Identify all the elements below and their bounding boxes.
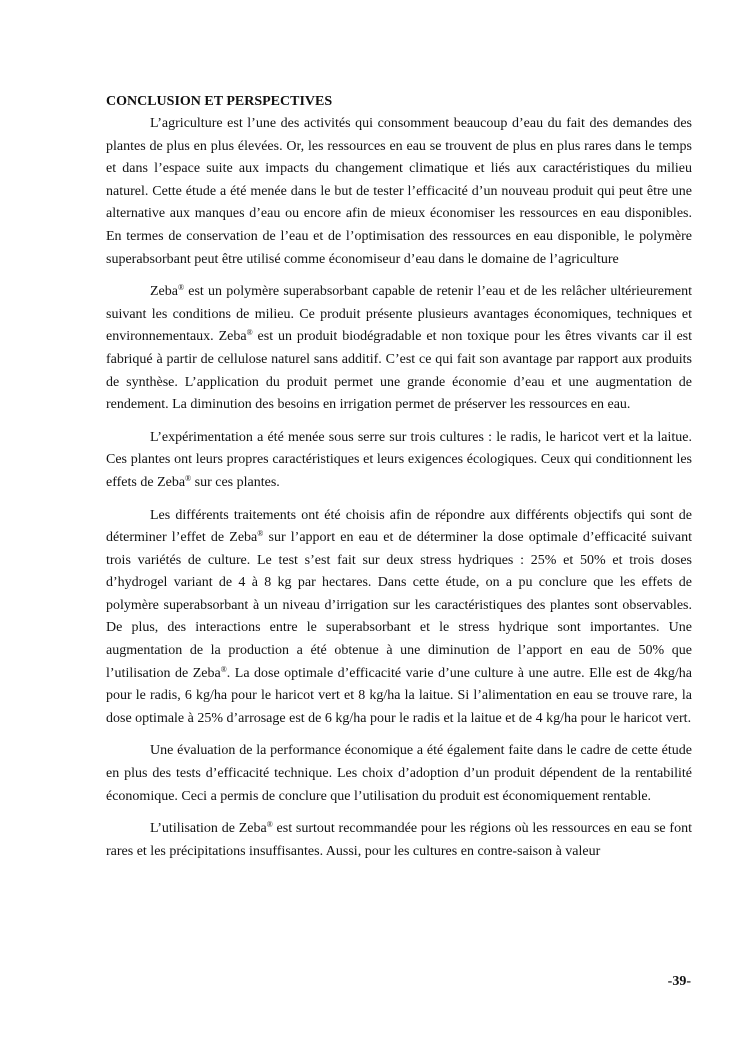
registered-mark: ® — [266, 820, 273, 830]
paragraph-3: L’expérimentation a été menée sous serre sur trois cultures : le radis, le haricot vert et la laitue. Ces plantes ont leurs propres caractéristiques et leurs exigences écologiques. Ceux qui conditionnent les effets de Zeba® sur ces plantes. — [106, 429, 692, 490]
registered-mark: ® — [220, 664, 227, 674]
document-page — [106, 92, 692, 863]
brand-name: Zeba — [192, 665, 221, 681]
registered-mark: ® — [246, 328, 253, 338]
paragraph-1: L’agriculture est l’une des activités qui consomment beaucoup d’eau du fait des demandes des plantes de plus en plus élevées. Or, les ressources en eau se trouvent de plus en plus rares dans le temps et dans l’espace suite aux impacts du changement climatique et liés aux caractéristiques du milieu naturel. Cette étude a été menée dans le but de tester l’efficacité d’un nouveau produit qui peut être une alternative aux manques d’eau ou encore afin de mieux économiser les ressources en eau disponibles. En termes de conservation de l’eau et de l’optimisation des ressources en eau disponible, le polymère superabsorbant peut être utilisé comme économiseur d’eau dans le domaine de l’agriculture — [106, 116, 692, 267]
brand-name: Zeba — [157, 474, 186, 490]
registered-mark: ® — [257, 529, 264, 539]
brand-name: Zeba — [218, 329, 247, 345]
brand-name: Zeba — [150, 284, 178, 300]
brand-name: Zeba — [238, 821, 267, 837]
brand-name: Zeba — [229, 530, 258, 546]
registered-mark: ® — [177, 283, 185, 293]
section-heading: CONCLUSION ET PERSPECTIVES — [106, 94, 333, 109]
paragraph-2: Zeba® est un polymère superabsorbant capable de retenir l’eau et de les relâcher ultérieurement suivant les conditions de milieu. Ce produit présente plusieurs avantages économiques, techniques et environnementaux. Zeba® est un produit biodégradable et non toxique pour les êtres vivants car il est fabriqué à partir de cellulose naturel sans additif. C’est ce qui fait son avantage par rapport aux produits de synthèse. L’application du produit permet une grande économie d’eau et une augmentation de rendement. La diminution des besoins en irrigation permet de préserver les ressources en eau. — [106, 283, 692, 413]
paragraph-4: Les différents traitements ont été choisis afin de répondre aux différents objectifs qui sont de déterminer l’effet de Zeba® sur l’apport en eau et de déterminer la dose optimale d’efficacité suivant trois variétés de culture. Le test s’est fait sur deux stress hydriques : 25% et 50% et trois doses d’hydrogel variant de 4 à 8 kg par hectares. Dans cette étude, on a pu conclure que les effets de polymère superabsorbant à un niveau d’irrigation sur les caractéristiques des plantes sont observables. De plus, des interactions entre le superabsorbant et le stress hydrique sont importantes. Une augmentation de la production a été obtenue à une diminution de l’apport en eau de 50% que l’utilisation de Zeba®. La dose optimale d’efficacité varie d’une culture à une autre. Elle est de 4kg/ha pour le radis, 6 kg/ha pour le haricot vert et 8 kg/ha la laitue. Si l’alimentation en eau se trouve rare, la dose optimale à 25% d’arrosage est de 6 kg/ha pour le radis et la laitue et de 4 kg/ha pour le haricot vert. — [106, 507, 692, 726]
paragraph-6: L’utilisation de Zeba® est surtout recommandée pour les régions où les ressources en eau se font rares et les précipitations insuffisantes. Aussi, pour les cultures en contre-saison à valeur — [106, 820, 692, 859]
registered-mark: ® — [185, 473, 192, 483]
paragraph-5: Une évaluation de la performance économique a été également faite dans le cadre de cette étude en plus des tests d’efficacité technique. Les choix d’adoption d’un produit dépendent de la rentabilité économique. Ceci a permis de conclure que l’utilisation du produit est économiquement rentable. — [106, 743, 692, 804]
page-number: -39- — [667, 974, 691, 989]
